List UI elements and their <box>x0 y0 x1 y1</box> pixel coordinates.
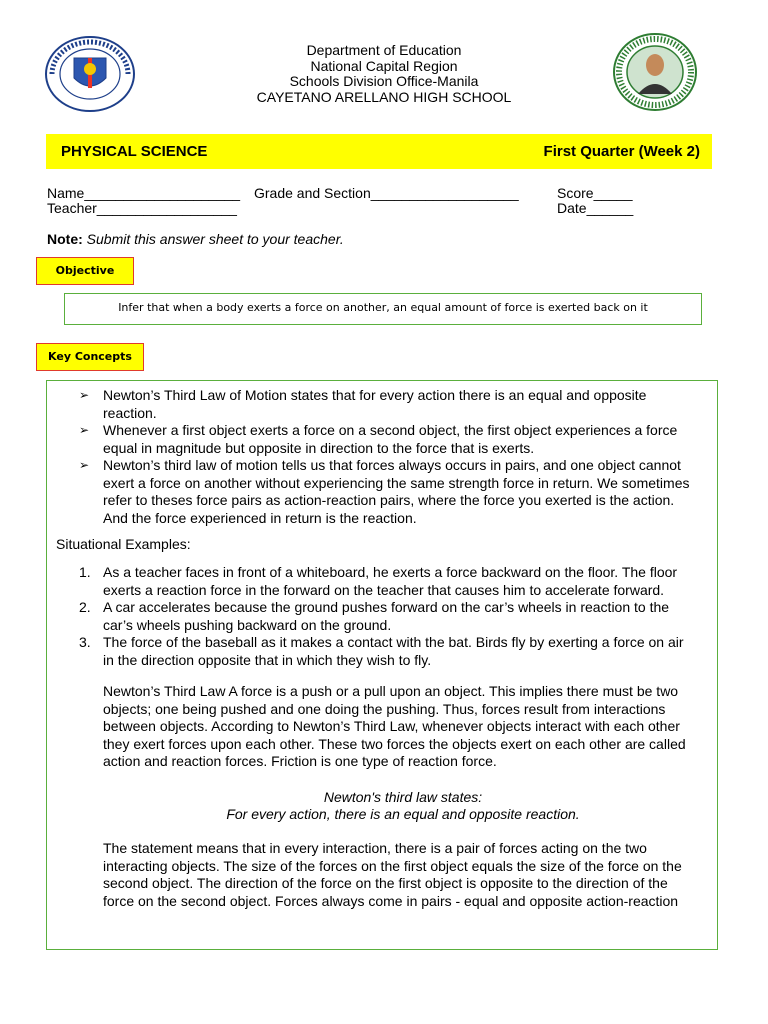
bullet-line: Newton’s Third Law of Motion states that for every action there is an equal and opposite <box>103 387 647 403</box>
subject-banner <box>46 134 712 169</box>
example-line: car’s wheels pushing backward on the ground. <box>103 616 392 633</box>
paragraph-line: force on the second object. Forces always come in pairs - equal and opposite action-reaction <box>103 892 679 909</box>
school-header <box>200 43 568 105</box>
paragraph-line: second object. The direction of the force on the first object is opposite to the direction of the <box>103 875 668 891</box>
note-line <box>47 231 344 247</box>
grade-section-field[interactable]: Grade and Section___________________ <box>254 185 519 201</box>
law-title: Newton's third law states: <box>323 789 483 805</box>
paragraph-line: action and reaction forces. Friction is one type of reaction force. <box>103 753 497 769</box>
arrow-bullet-icon: ➢ <box>79 388 90 402</box>
note-text: Submit this answer sheet to your teacher. <box>86 231 344 247</box>
example-line: in the direction opposite that in which they wish to fly. <box>103 651 432 668</box>
paragraph-line: between objects. According to Newton’s Third Law, whenever objects interact with each other <box>103 718 680 734</box>
header-line: CAYETANO ARELLANO HIGH SCHOOL <box>256 88 512 105</box>
paragraph-line: they exert forces upon each other. These two forces the objects exert on each other are called <box>103 735 686 752</box>
example-number: 3. <box>79 634 91 650</box>
bullet-line: equal in magnitude but opposite in direction to the force that is exerts. <box>103 439 535 456</box>
note-label: Note: <box>47 231 83 247</box>
teacher-field[interactable]: Teacher__________________ <box>47 200 237 216</box>
bullet-line: exert a force on another without experiencing the same strength force in return. We sometimes <box>103 474 690 491</box>
example-line: As a teacher faces in front of a whiteboard, he exerts a force backward on the floor. The floor <box>103 564 678 580</box>
arrow-bullet-icon: ➢ <box>79 458 90 472</box>
example-number: 2. <box>79 599 91 615</box>
bullet-line: Whenever a first object exerts a force on a second object, the first object experiences a force <box>103 422 678 438</box>
header-line: National Capital Region <box>310 57 458 74</box>
bullet-line: Newton’s third law of motion tells us that forces always occurs in pairs, and one object cannot <box>103 457 681 473</box>
example-number: 1. <box>79 564 91 580</box>
school-seal-logo <box>612 32 698 112</box>
bullet-line: refer to theses force pairs as action-reaction pairs, where the force you exerted is the action. <box>103 492 675 508</box>
header-line: Schools Division Office-Manila <box>289 73 479 89</box>
law-statement: For every action, there is an equal and opposite reaction. <box>226 806 580 822</box>
example-line: The force of the baseball as it makes a contact with the bat. Birds fly by exerting a force on air <box>103 634 684 650</box>
key-concepts-tag: Key Concepts <box>36 343 144 371</box>
example-line: exerts a reaction force in the forward on the teacher that causes him to accelerate forward. <box>103 581 665 598</box>
date-field[interactable]: Date______ <box>557 200 634 216</box>
objective-tag: Objective <box>36 257 134 285</box>
bullet-line: And the force experienced in return is the reaction. <box>103 509 417 526</box>
objective-box: Infer that when a body exerts a force on another, an equal amount of force is exerted back on it <box>64 293 702 325</box>
key-concepts-box <box>46 380 718 950</box>
deped-seal-logo <box>44 36 136 112</box>
subject-title: PHYSICAL SCIENCE <box>61 143 208 160</box>
example-line: A car accelerates because the ground pushes forward on the car’s wheels in reaction to the <box>103 599 670 615</box>
paragraph-line: Newton’s Third Law A force is a push or a pull upon an object. This implies there must be two <box>103 683 679 699</box>
arrow-bullet-icon: ➢ <box>79 423 90 437</box>
quarter-label: First Quarter (Week 2) <box>543 143 700 160</box>
bullet-line: reaction. <box>103 404 157 421</box>
paragraph-line: objects; one being pushed and one doing the pushing. Thus, forces result from interactions <box>103 700 666 717</box>
paragraph-line: interacting objects. The size of the forces on the first object equals the size of the force on the <box>103 857 682 874</box>
name-field[interactable]: Name____________________ <box>47 185 241 201</box>
score-field[interactable]: Score_____ <box>557 185 633 201</box>
header-line: Department of Education <box>306 42 462 58</box>
paragraph-line: The statement means that in every interaction, there is a pair of forces acting on the two <box>103 840 647 856</box>
situational-heading: Situational Examples: <box>56 536 191 552</box>
